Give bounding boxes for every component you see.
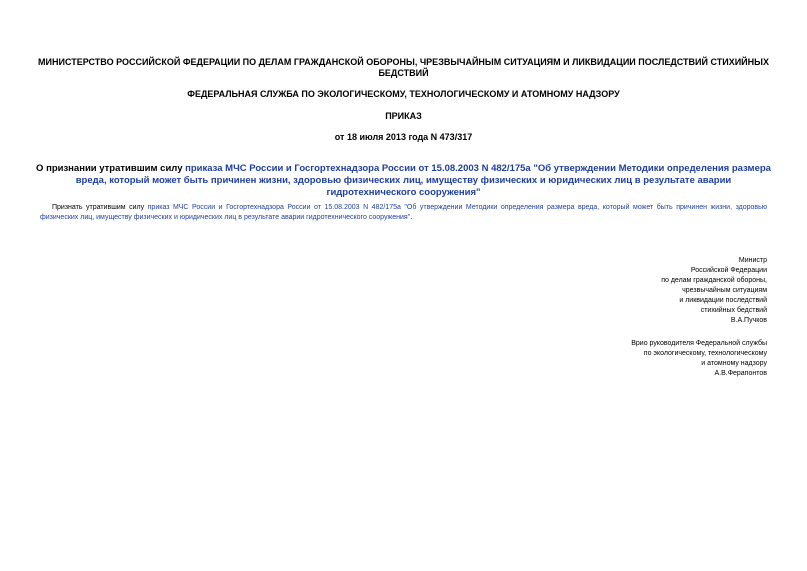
body-prefix: Признать утратившим силу (52, 204, 148, 211)
signature-name: В.А.Пучков (730, 317, 767, 324)
document-type: ПРИКАЗ (385, 111, 422, 121)
signature-line: Российской Федерации (690, 267, 767, 274)
signature-line: по делам гражданской обороны, (661, 277, 767, 284)
signature-block-service-head (631, 339, 767, 379)
title-prefix: О признании утратившим силу (36, 163, 186, 174)
signature-line: чрезвычайным ситуациям (682, 287, 767, 294)
body-suffix: . (410, 214, 413, 221)
service-heading: ФЕДЕРАЛЬНАЯ СЛУЖБА ПО ЭКОЛОГИЧЕСКОМУ, ТЕХНОЛОГИЧЕСКОМУ И АТОМНОМУ НАДЗОРУ (187, 89, 620, 99)
signature-line: Врио руководителя Федеральной службы (631, 340, 767, 347)
title-link[interactable]: приказа МЧС России и Госгортехнадзора России от 15.08.2003 N 482/175а "Об утверждении Методики определения размера вреда, который может быть причинен жизни, здоровью физических лиц, имуществу физических и юридических лиц в результате аварии гидротехнического сооружения" (75, 163, 771, 198)
body-link[interactable]: приказ МЧС России и Госгортехнадзора России от 15.08.2003 N 482/175а "Об утверждении Методики определения размера вреда, который может быть причинен жизни, здоровью физических лиц, имуществу физических и юридических лиц в результате аварии гидротехнического сооружения" (40, 204, 768, 221)
signature-name: А.В.Ферапонтов (714, 370, 767, 377)
signature-line: и ликвидации последствий (679, 297, 767, 304)
body-paragraph (40, 203, 767, 223)
ministry-heading: МИНИСТЕРСТВО РОССИЙСКОЙ ФЕДЕРАЦИИ ПО ДЕЛАМ ГРАЖДАНСКОЙ ОБОРОНЫ, ЧРЕЗВЫЧАЙНЫМ СИТУАЦИЯМ И ЛИКВИДАЦИИ ПОСЛЕДСТВИЙ СТИХИЙНЫХ БЕДСТВИЙ (38, 57, 769, 78)
signature-block-minister (661, 256, 767, 326)
signature-line: Министр (738, 257, 767, 264)
signature-line: стихийных бедствий (700, 307, 767, 314)
document-date: от 18 июля 2013 года N 473/317 (334, 132, 473, 142)
signature-line: и атомному надзору (701, 360, 767, 367)
document-title (30, 163, 777, 199)
signature-line: по экологическому, технологическому (643, 350, 767, 357)
